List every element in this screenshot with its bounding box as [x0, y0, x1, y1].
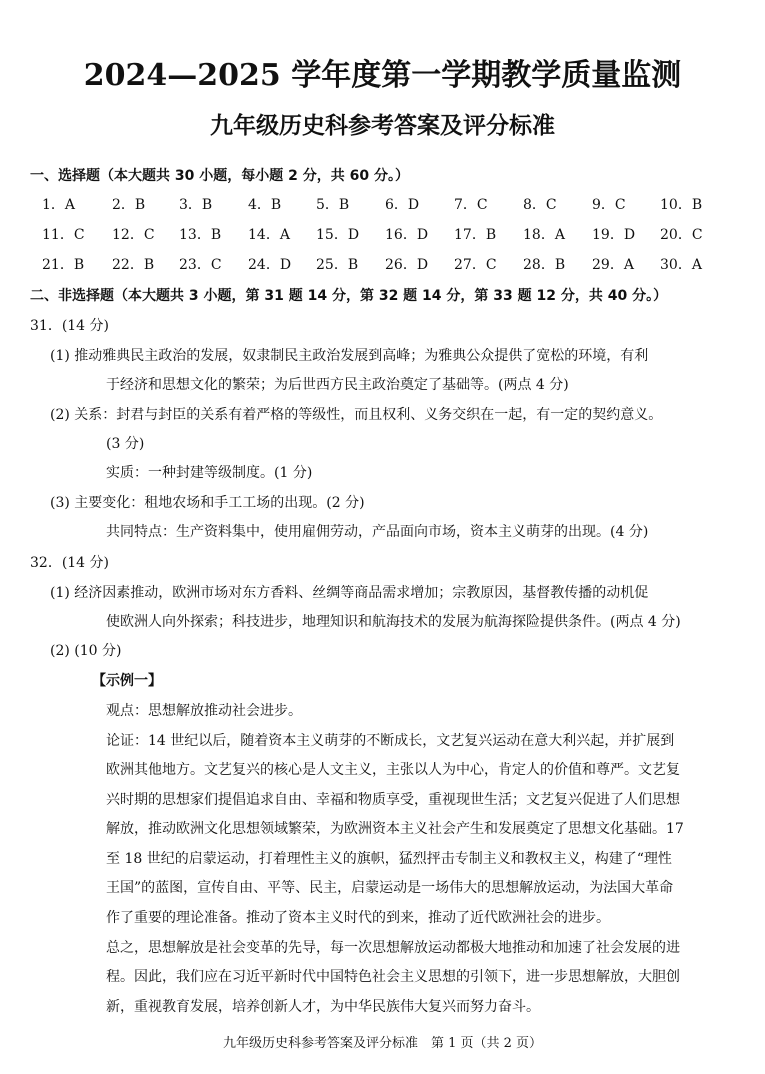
q31-part2-line2: (3 分)	[106, 436, 145, 452]
answer-row	[42, 195, 742, 215]
answer-item: 18．A	[523, 227, 565, 243]
answer-item: 24．D	[248, 257, 292, 273]
answer-item: 7．C	[454, 197, 488, 213]
answer-item: 21．B	[42, 257, 85, 273]
answer-item: 9．C	[592, 197, 626, 213]
answer-item: 13．B	[179, 227, 222, 243]
answer-item: 28．B	[523, 257, 566, 273]
q31-part2-line3: 实质：一种封建等级制度。(1 分)	[106, 465, 313, 481]
answer-row	[42, 255, 742, 275]
example-conclusion-line2: 程。因此，我们应在习近平新时代中国特色社会主义思想的引领下，进一步思想解放，大胆创	[106, 969, 680, 985]
example-conclusion-line1: 总之，思想解放是社会变革的先导，每一次思想解放运动都极大地推动和加速了社会发展的进	[106, 940, 680, 956]
answer-item: 20．C	[660, 227, 703, 243]
q31-part3-line1: (3) 主要变化：租地农场和手工工场的出现。(2 分)	[50, 495, 365, 511]
answer-item: 30．A	[660, 257, 702, 273]
q32-part1-line2: 使欧洲人向外探索；科技进步，地理知识和航海技术的发展为航海探险提供条件。(两点 4 分)	[106, 614, 681, 630]
example-argument-line3: 兴时期的思想家们提倡追求自由、幸福和物质享受，重视现世生活；文艺复兴促进了人们思想	[106, 792, 680, 808]
answer-item: 16．D	[385, 227, 429, 243]
example-viewpoint: 观点：思想解放推动社会进步。	[106, 703, 302, 719]
example-argument-line2: 欧洲其他地方。文艺复兴的核心是人文主义，主张以人为中心，肯定人的价值和尊严。文艺复	[106, 762, 680, 778]
answer-item: 6．D	[385, 197, 420, 213]
answer-item: 8．C	[523, 197, 557, 213]
answer-item: 10．B	[660, 197, 703, 213]
question-32-label: 32．(14 分)	[30, 555, 110, 571]
answer-item: 25．B	[316, 257, 359, 273]
answer-item: 23．C	[179, 257, 222, 273]
example-argument-line5: 至 18 世纪的启蒙运动，打着理性主义的旗帜，猛烈抨击专制主义和教权主义，构建了“理性	[106, 851, 672, 867]
answer-item: 22．B	[112, 257, 155, 273]
answer-item: 29．A	[592, 257, 634, 273]
example-argument-line7: 作了重要的理论准备。推动了资本主义时代的到来，推动了近代欧洲社会的进步。	[106, 910, 610, 926]
answer-item: 15．D	[316, 227, 360, 243]
answer-item: 14．A	[248, 227, 290, 243]
example-argument-line4: 解放，推动欧洲文化思想领域繁荣，为欧洲资本主义社会产生和发展奠定了思想文化基础。17	[106, 821, 684, 837]
answer-row	[42, 225, 742, 245]
answer-item: 26．D	[385, 257, 429, 273]
example-argument-line1: 论证：14 世纪以后，随着资本主义萌芽的不断成长，文艺复兴运动在意大利兴起，并扩展到	[106, 733, 675, 749]
question-31-label: 31．(14 分)	[30, 318, 110, 334]
example-heading: 【示例一】	[92, 673, 162, 689]
q31-part1-line2: 于经济和思想文化的繁荣；为后世西方民主政治奠定了基础等。(两点 4 分)	[106, 377, 569, 393]
answer-item: 19．D	[592, 227, 636, 243]
section1-heading: 一、选择题（本大题共 30 小题，每小题 2 分，共 60 分。）	[30, 168, 409, 184]
section2-heading: 二、非选择题（本大题共 3 小题，第 31 题 14 分，第 32 题 14 分，第 33 题 12 分，共 40 分。）	[30, 288, 668, 304]
page-footer: 九年级历史科参考答案及评分标准 第 1 页（共 2 页）	[222, 1036, 543, 1051]
answer-item: 2．B	[112, 197, 146, 213]
answer-item: 17．B	[454, 227, 497, 243]
q31-part2-line1: (2) 关系：封君与封臣的关系有着严格的等级性，而且权利、义务交织在一起，有一定的契约意义。	[50, 407, 663, 423]
page-title: 2024—2025 学年度第一学期教学质量监测	[83, 58, 682, 93]
q31-part1-line1: (1) 推动雅典民主政治的发展，奴隶制民主政治发展到高峰；为雅典公众提供了宽松的环境，有利	[50, 348, 649, 364]
answer-item: 27．C	[454, 257, 497, 273]
answer-item: 12．C	[112, 227, 155, 243]
answer-item: 5．B	[316, 197, 350, 213]
answer-item: 4．B	[248, 197, 282, 213]
q32-part1-line1: (1) 经济因素推动，欧洲市场对东方香料、丝绸等商品需求增加；宗教原因，基督教传播的动机促	[50, 585, 649, 601]
q31-part3-line2: 共同特点：生产资料集中，使用雇佣劳动，产品面向市场，资本主义萌芽的出现。(4 分)	[106, 524, 649, 540]
example-argument-line6: 王国”的蓝图，宣传自由、平等、民主，启蒙运动是一场伟大的思想解放运动，为法国大革命	[106, 880, 674, 896]
answer-item: 3．B	[179, 197, 213, 213]
example-conclusion-line3: 新，重视教育发展，培养创新人才，为中华民族伟大复兴而努力奋斗。	[106, 999, 540, 1015]
answer-item: 1．A	[42, 197, 76, 213]
q32-part2-label: (2) (10 分)	[50, 643, 122, 659]
answer-item: 11．C	[42, 227, 85, 243]
page-subtitle: 九年级历史科参考答案及评分标准	[210, 113, 555, 139]
